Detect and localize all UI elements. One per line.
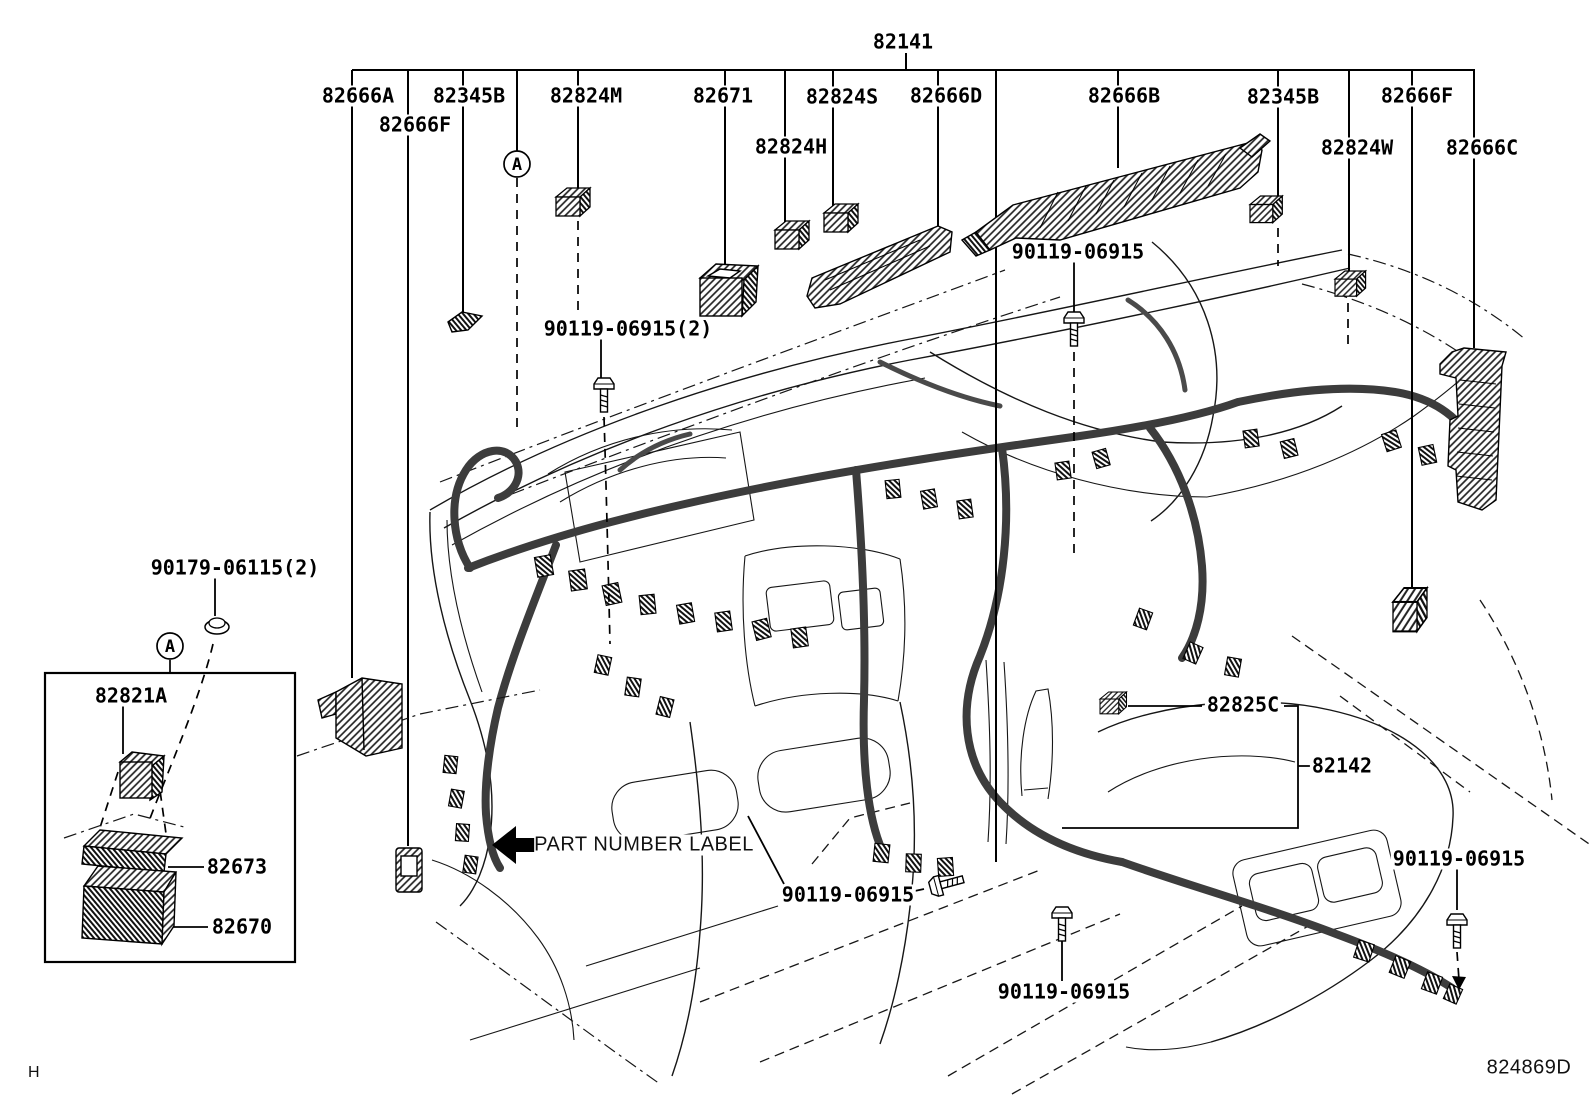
part-82824W-relay xyxy=(1335,271,1366,296)
label-82345B-left: 82345B xyxy=(432,83,506,108)
label-part-number-note: PART NUMBER LABEL xyxy=(534,833,754,856)
figure-code: 824869D xyxy=(1486,1056,1572,1079)
label-82666D: 82666D xyxy=(909,83,983,108)
label-82824S: 82824S xyxy=(805,84,879,109)
part-82666D-duct xyxy=(807,226,952,308)
nut-90179 xyxy=(205,618,229,634)
label-82671: 82671 xyxy=(692,83,754,108)
label-82824H: 82824H xyxy=(754,134,828,159)
label-82825C: 82825C xyxy=(1206,692,1280,717)
harness-connectors xyxy=(443,429,1463,1004)
part-82824M-relay xyxy=(556,188,590,216)
bolt-90119-right xyxy=(1447,914,1467,948)
part-82673 xyxy=(82,830,182,872)
corner-mark: H xyxy=(27,1064,41,1081)
label-82142: 82142 xyxy=(1311,753,1373,778)
label-82666B: 82666B xyxy=(1087,83,1161,108)
label-90179-x2: 90179-06115(2) xyxy=(150,555,320,580)
svg-text:A: A xyxy=(164,637,176,657)
label-82670: 82670 xyxy=(211,914,273,939)
label-90119-top: 90119-06915 xyxy=(1011,239,1145,264)
part-82666C-junction-block xyxy=(1440,348,1506,510)
label-90119-right: 90119-06915 xyxy=(1392,846,1526,871)
part-82824H-relay xyxy=(775,221,809,249)
part-82824S-relay xyxy=(824,204,858,232)
label-82821A: 82821A xyxy=(94,683,168,708)
label-82673: 82673 xyxy=(206,854,268,879)
label-82824W: 82824W xyxy=(1320,135,1394,160)
part-82666F-right xyxy=(1393,588,1427,631)
label-82141: 82141 xyxy=(872,29,934,54)
part-82671-box xyxy=(700,264,758,316)
detail-a-marker-main xyxy=(504,151,530,177)
label-90119-mid-x2: 90119-06915(2) xyxy=(543,316,713,341)
label-82666F-right: 82666F xyxy=(1380,83,1454,108)
part-82666B-junction-block xyxy=(962,134,1270,256)
part-82825C-connector xyxy=(1100,692,1127,714)
label-82345B-right: 82345B xyxy=(1246,84,1320,109)
label-82824M: 82824M xyxy=(549,83,623,108)
part-82345B-right-relay xyxy=(1250,196,1282,223)
part-82821A xyxy=(120,752,164,800)
svg-text:A: A xyxy=(511,155,523,175)
label-90119-console: 90119-06915 xyxy=(781,882,915,907)
bolt-90119-floor xyxy=(1052,907,1072,941)
part-82345B-left xyxy=(448,312,482,332)
wiring-harness xyxy=(443,300,1470,1004)
detail-a-marker-box xyxy=(157,633,183,672)
label-82666C: 82666C xyxy=(1445,135,1519,160)
label-82666A: 82666A xyxy=(321,83,395,108)
part-82666F-left-switch xyxy=(396,848,422,892)
label-82666F-left: 82666F xyxy=(378,112,452,137)
detail-box xyxy=(45,673,540,962)
label-90119-floor: 90119-06915 xyxy=(997,979,1131,1004)
bolt-90119-mid xyxy=(594,378,614,412)
part-82670 xyxy=(82,866,176,944)
